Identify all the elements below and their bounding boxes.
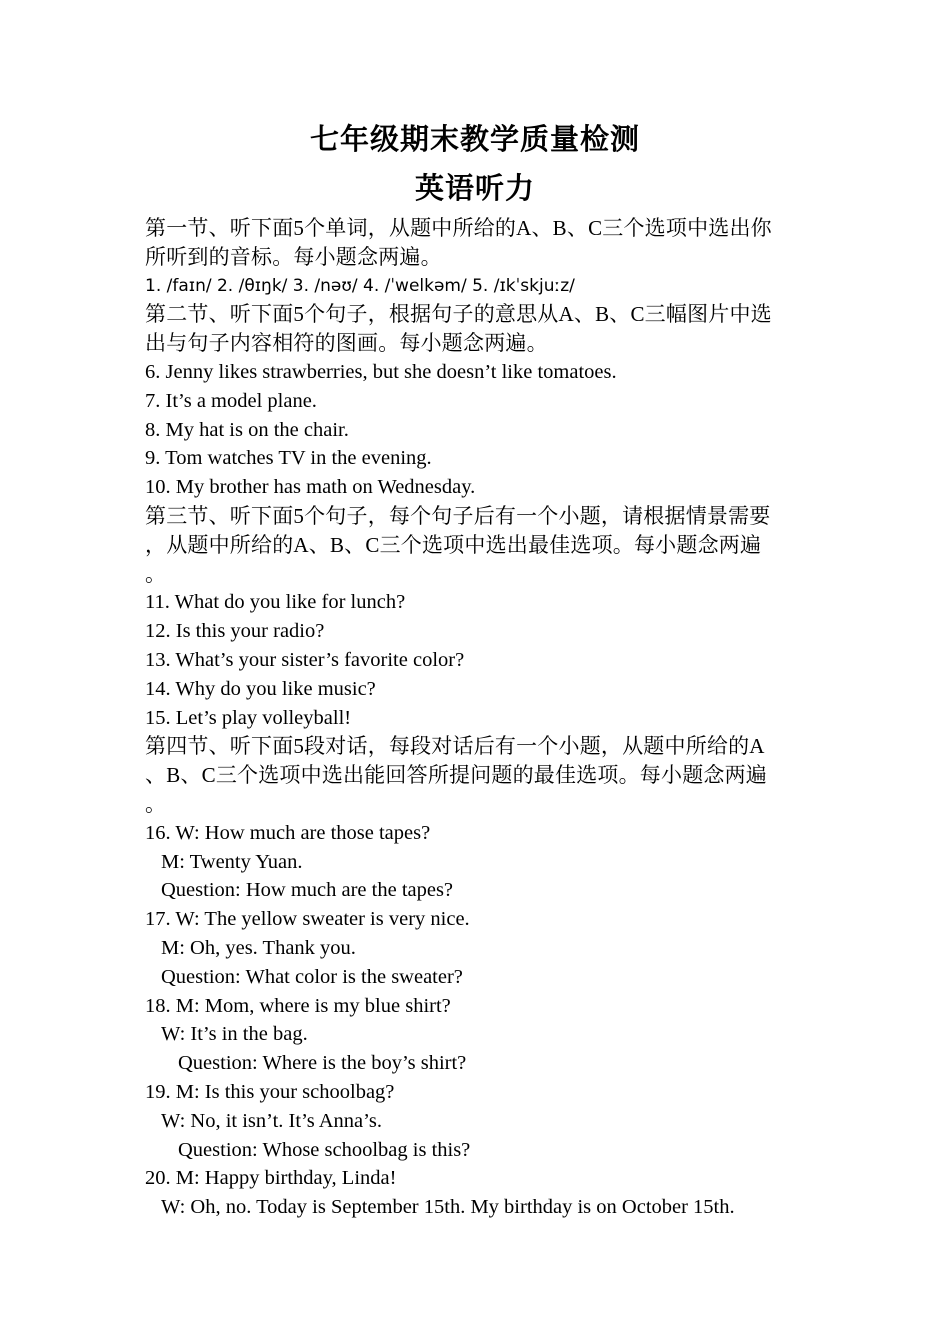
section1-phonetics: 1. /faɪn/ 2. /θɪŋk/ 3. /nəʊ/ 4. /ˈwelkəm/ 5. /ɪkˈskjuːz/ <box>145 275 575 296</box>
section2-instruction-line: 第二节、听下面5个句子，根据句子的意思从A、B、C三幅图片中选 <box>145 302 772 327</box>
section2-item: 10. My brother has math on Wednesday. <box>145 476 476 499</box>
section3-instruction-line: ，从题中所给的A、B、C三个选项中选出最佳选项。每小题念两遍 <box>145 532 762 557</box>
dialog-line: W: No, it isn’t. It’s Anna’s. <box>161 1109 382 1132</box>
section2-item: 6. Jenny likes strawberries, but she doesn’t like tomatoes. <box>145 360 617 383</box>
section3-item: 11. What do you like for lunch? <box>145 591 406 614</box>
dialog-line: M: Twenty Yuan. <box>161 850 303 873</box>
section2-instruction-line: 出与句子内容相符的图画。每小题念两遍。 <box>145 331 548 356</box>
document-body <box>145 214 815 1222</box>
dialog-question: Question: Where is the boy’s shirt? <box>178 1052 467 1075</box>
section2-item: 7. It’s a model plane. <box>145 389 317 412</box>
dialog-line: M: Oh, yes. Thank you. <box>161 936 356 959</box>
dialog-line: 18. M: Mom, where is my blue shirt? <box>145 994 451 1017</box>
section3-item: 13. What’s your sister’s favorite color? <box>145 648 465 671</box>
page-subtitle: 英语听力 <box>414 173 535 205</box>
dialog-line: 20. M: Happy birthday, Linda! <box>145 1167 397 1190</box>
section4-instruction-line: 、B、C三个选项中选出能回答所提问题的最佳选项。每小题念两遍 <box>145 763 768 788</box>
dialog-line: 16. W: How much are those tapes? <box>145 821 431 844</box>
dialog-question: Question: What color is the sweater? <box>161 965 463 988</box>
dialog-line: 19. M: Is this your schoolbag? <box>145 1080 395 1103</box>
section2-item: 8. My hat is on the chair. <box>145 418 349 441</box>
dialog-line: W: It’s in the bag. <box>161 1023 308 1046</box>
section3-item: 12. Is this your radio? <box>145 620 325 643</box>
section4-instruction-line: 第四节、听下面5段对话，每段对话后有一个小题，从题中所给的A <box>145 734 765 759</box>
dialog-line: 17. W: The yellow sweater is very nice. <box>145 908 470 931</box>
section1-instruction-line: 第一节、听下面5个单词，从题中所给的A、B、C三个选项中选出你 <box>145 216 772 240</box>
section1-instruction-line: 所听到的音标。每小题念两遍。 <box>145 244 442 269</box>
section4-instruction-line: 。 <box>145 791 167 816</box>
section3-item: 14. Why do you like music? <box>145 677 376 700</box>
section2-item: 9. Tom watches TV in the evening. <box>145 447 432 470</box>
page-title: 七年级期末教学质量检测 <box>309 124 640 156</box>
section3-instruction-line: 第三节、听下面5个句子，每个句子后有一个小题，请根据情景需要 <box>145 503 771 528</box>
dialog-question: Question: Whose schoolbag is this? <box>178 1138 471 1161</box>
dialog-line: W: Oh, no. Today is September 15th. My birthday is on October 15th. <box>161 1196 735 1219</box>
section3-item: 15. Let’s play volleyball! <box>145 706 352 729</box>
section3-instruction-line: 。 <box>145 561 167 586</box>
dialog-question: Question: How much are the tapes? <box>161 879 454 902</box>
